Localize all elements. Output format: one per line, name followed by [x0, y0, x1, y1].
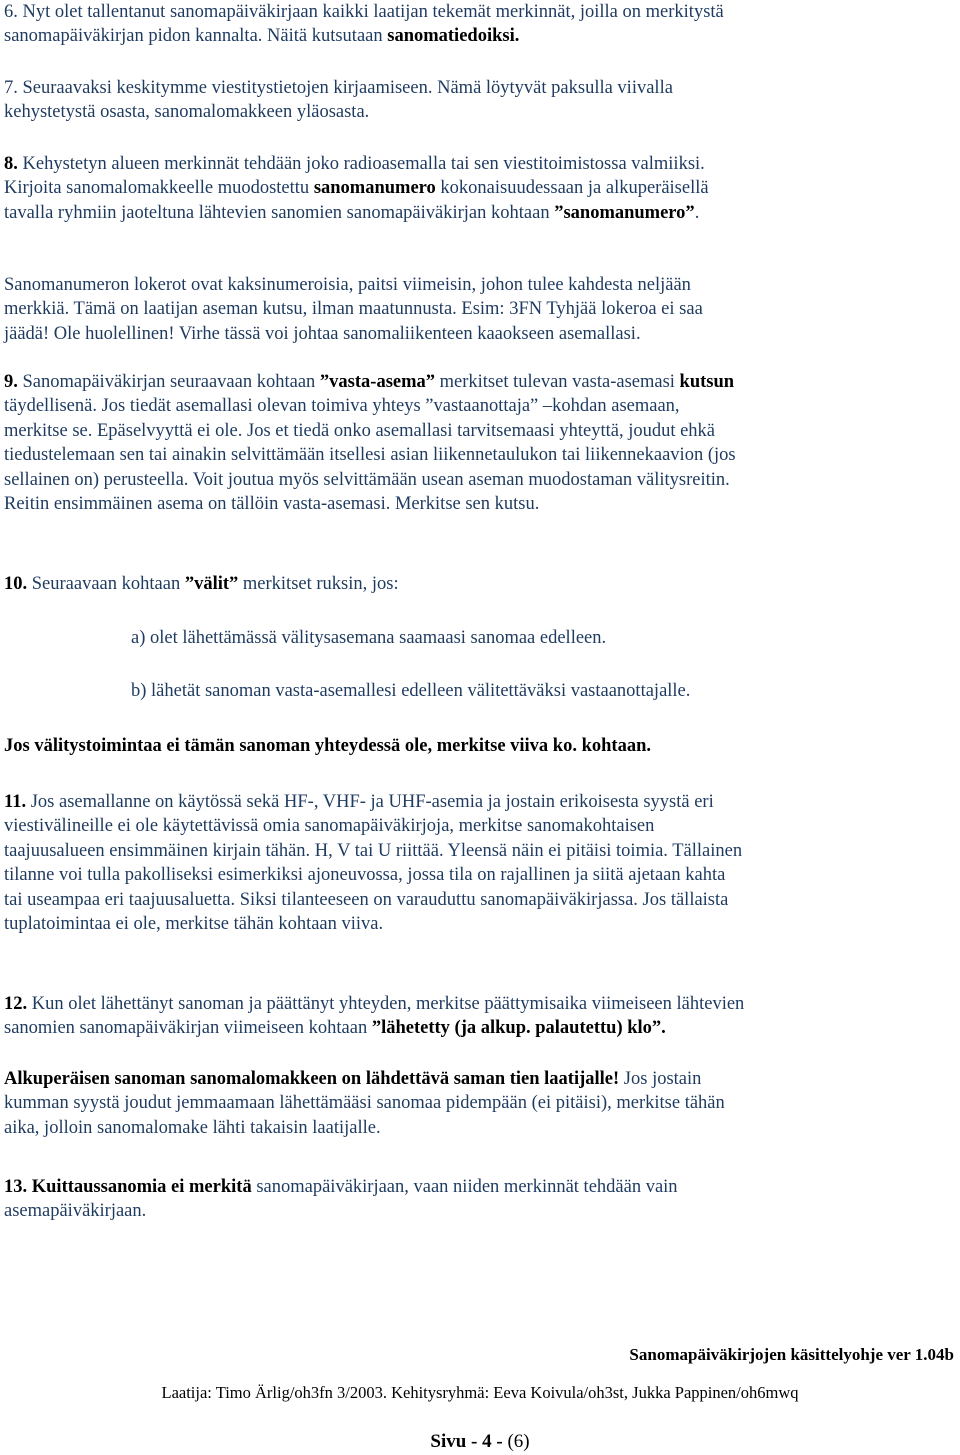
term-valit: ”välit” [184, 574, 239, 594]
p9-line1-a: Sanomapäiväkirjan seuraavaan kohtaan [17, 372, 320, 392]
p8b-line3: jäädä! Ole huolellinen! Virhe tässä voi johtaa sanomaliikenteen kaaokseen asemallasi. [4, 323, 641, 344]
p12-line1: Kun olet lähettänyt sanoman ja päättänyt yhteyden, merkitse päättymisaika viimeiseen lähtevien [27, 994, 745, 1014]
p7-line2: kehystetystä osasta, sanomalomakkeen yläosasta. [4, 102, 370, 123]
p8-line2-a: Kirjoita sanomalomakkeelle muodostettu [4, 178, 314, 199]
footer-doc-title: Sanomapäiväkirjojen käsittelyohje ver 1.04b [629, 1345, 954, 1364]
p9-line6: Reitin ensimmäinen asema on tällöin vasta-asemasi. Merkitse sen kutsu. [4, 494, 540, 515]
p9-line5: sellainen on) perusteella. Voit joutua myös selvittämään usean aseman muodostaman välitysreitin. [4, 469, 730, 490]
paragraph-9 [4, 370, 958, 516]
p9-line1-c: merkitset tulevan vasta-asemasi [435, 372, 680, 392]
p12-number: 12. [4, 994, 28, 1014]
p8-line1: Kehystetyn alueen merkinnät tehdään joko radioasemalla tai sen viestitoimistossa valmiiksi. [17, 154, 705, 174]
term-kutsun: kutsun [679, 372, 735, 392]
p11-line2: viestivälineille ei ole käytettävissä omia sanomapäiväkirjoja, merkitse sanomakohtaisen [4, 816, 655, 837]
p8b-line2: merkkiä. Tämä on laatijan aseman kutsu, ilman maatunnusta. Esim: 3FN Tyhjää lokeroa ei saa [4, 299, 703, 320]
p12b-line3: aika, jolloin sanomalomake lähti takaisin laatijalle. [4, 1117, 381, 1138]
p13-line1-b: sanomapäiväkirjaan, vaan niiden merkinnät tehdään vain [251, 1177, 678, 1197]
p11-number: 11. [4, 792, 27, 812]
p11-line5: tai useampaa eri taajuusaluetta. Siksi tilanteeseen on varauduttu sanomapäiväkirjassa. Jos tällaista [4, 889, 729, 910]
p9-number: 9. [4, 372, 18, 392]
p12-line2-a: sanomien sanomapäiväkirjan viimeiseen kohtaan [4, 1018, 372, 1039]
p8b-line1: Sanomanumeron lokerot ovat kaksinumeroisia, paitsi viimeisin, johon tulee kahdesta neljään [4, 275, 691, 295]
paragraph-8b [4, 273, 958, 346]
p6-line2: sanomapäiväkirjan pidon kannalta. Näitä kutsutaan [4, 26, 388, 47]
paragraph-8 [4, 152, 958, 225]
p6-line1: 6. Nyt olet tallentanut sanomapäiväkirjaan kaikki laatijan tekemät merkinnät, joilla on merkitystä [4, 2, 724, 22]
footer-authors: Laatija: Timo Ärlig/oh3fn 3/2003. Kehitysryhmä: Eeva Koivula/oh3st, Jukka Pappinen/oh6mwq [161, 1383, 799, 1402]
p12b-bold-warning: Alkuperäisen sanoman sanomalomakkeen on lähdettävä saman tien laatijalle! [4, 1069, 620, 1089]
p10-number: 10. [4, 574, 28, 594]
term-vasta-asema: ”vasta-asema” [319, 372, 436, 392]
page-label: Sivu - 4 - [430, 1431, 503, 1452]
p8-number: 8. [4, 154, 18, 174]
term-lahetetty: ”lähetetty (ja alkup. palautettu) klo”. [371, 1018, 666, 1039]
paragraph-10 [4, 572, 958, 596]
paragraph-11 [4, 790, 958, 936]
p11-line3: taajuusalueen ensimmäinen kirjain tähän. H, V tai U riittää. Yleensä näin ei pitäisi toimia. Tällainen [4, 840, 743, 861]
p9-line4: tiedustelemaan sen tai ainakin selvittämään itsellesi asian liikennetaulukon tai liikennekaavion (jos [4, 445, 736, 466]
p8-line2-c: kokonaisuudessaan ja alkuperäisellä [435, 178, 709, 199]
p10-line1-c: merkitset ruksin, jos: [238, 574, 399, 594]
p13-bold: 13. Kuittaussanomia ei merkitä [4, 1177, 252, 1197]
p11-line6: tuplatoimintaa ei ole, merkitse tähän kohtaan viiva. [4, 914, 384, 935]
p11-line1: Jos asemallanne on käytössä sekä HF-, VHF- ja UHF-asemia ja jostain erikoisesta syystä eri [26, 792, 714, 812]
p8-line3-a: tavalla ryhmiin jaoteltuna lähtevien sanomien sanomapäiväkirjan kohtaan [4, 202, 555, 223]
paragraph-12 [4, 992, 958, 1041]
term-sanomanumero: sanomanumero [313, 178, 436, 199]
paragraph-7 [4, 76, 958, 125]
page-total: (6) [502, 1431, 530, 1452]
list-item-a: a) olet lähettämässä välitysasemana saamaasi sanomaa edelleen. [131, 628, 607, 648]
term-sanomanumero-quoted: ”sanomanumero” [554, 202, 695, 223]
p7-line1: 7. Seuraavaksi keskitymme viestitystietojen kirjaamiseen. Nämä löytyvät paksulla viivalla [4, 78, 673, 98]
term-sanomatiedoiksi: sanomatiedoiksi. [387, 26, 520, 47]
paragraph-10-bold-note [4, 734, 958, 758]
p10-line1-a: Seuraavaan kohtaan [27, 574, 185, 594]
paragraph-13 [4, 1175, 958, 1224]
p11-line4: tilanne voi tulla pakolliseksi esimerkiksi ajoneuvossa, jossa tila on rajallinen ja siitä ajetaan kahta [4, 865, 726, 886]
p12b-line2: kumman syystä joudut jemmaamaan lähettämääsi sanomaa pidempään (ei pitäisi), merkitse tähän [4, 1093, 725, 1114]
p9-line3: merkitse se. Epäselvyyttä ei ole. Jos et tiedä onko asemallasi tarvitsemaasi yhteyttä, joudut ehkä [4, 420, 716, 441]
p10-bold-note: Jos välitystoimintaa ei tämän sanoman yhteydessä ole, merkitse viiva ko. kohtaan. [4, 736, 652, 756]
p8-line3-c: . [694, 202, 700, 223]
p12b-line1-b: Jos jostain [619, 1069, 702, 1089]
paragraph-12b [4, 1067, 958, 1140]
p13-line2: asemapäiväkirjaan. [4, 1201, 147, 1222]
paragraph-6 [4, 0, 958, 49]
page-number [0, 1430, 960, 1454]
list-item-b: b) lähetät sanoman vasta-asemallesi edelleen välitettäväksi vastaanottajalle. [131, 681, 691, 701]
p9-line2: täydellisenä. Jos tiedät asemallasi olevan toimiva yhteys ”vastaanottaja” –kohdan asemaan, [4, 396, 680, 417]
